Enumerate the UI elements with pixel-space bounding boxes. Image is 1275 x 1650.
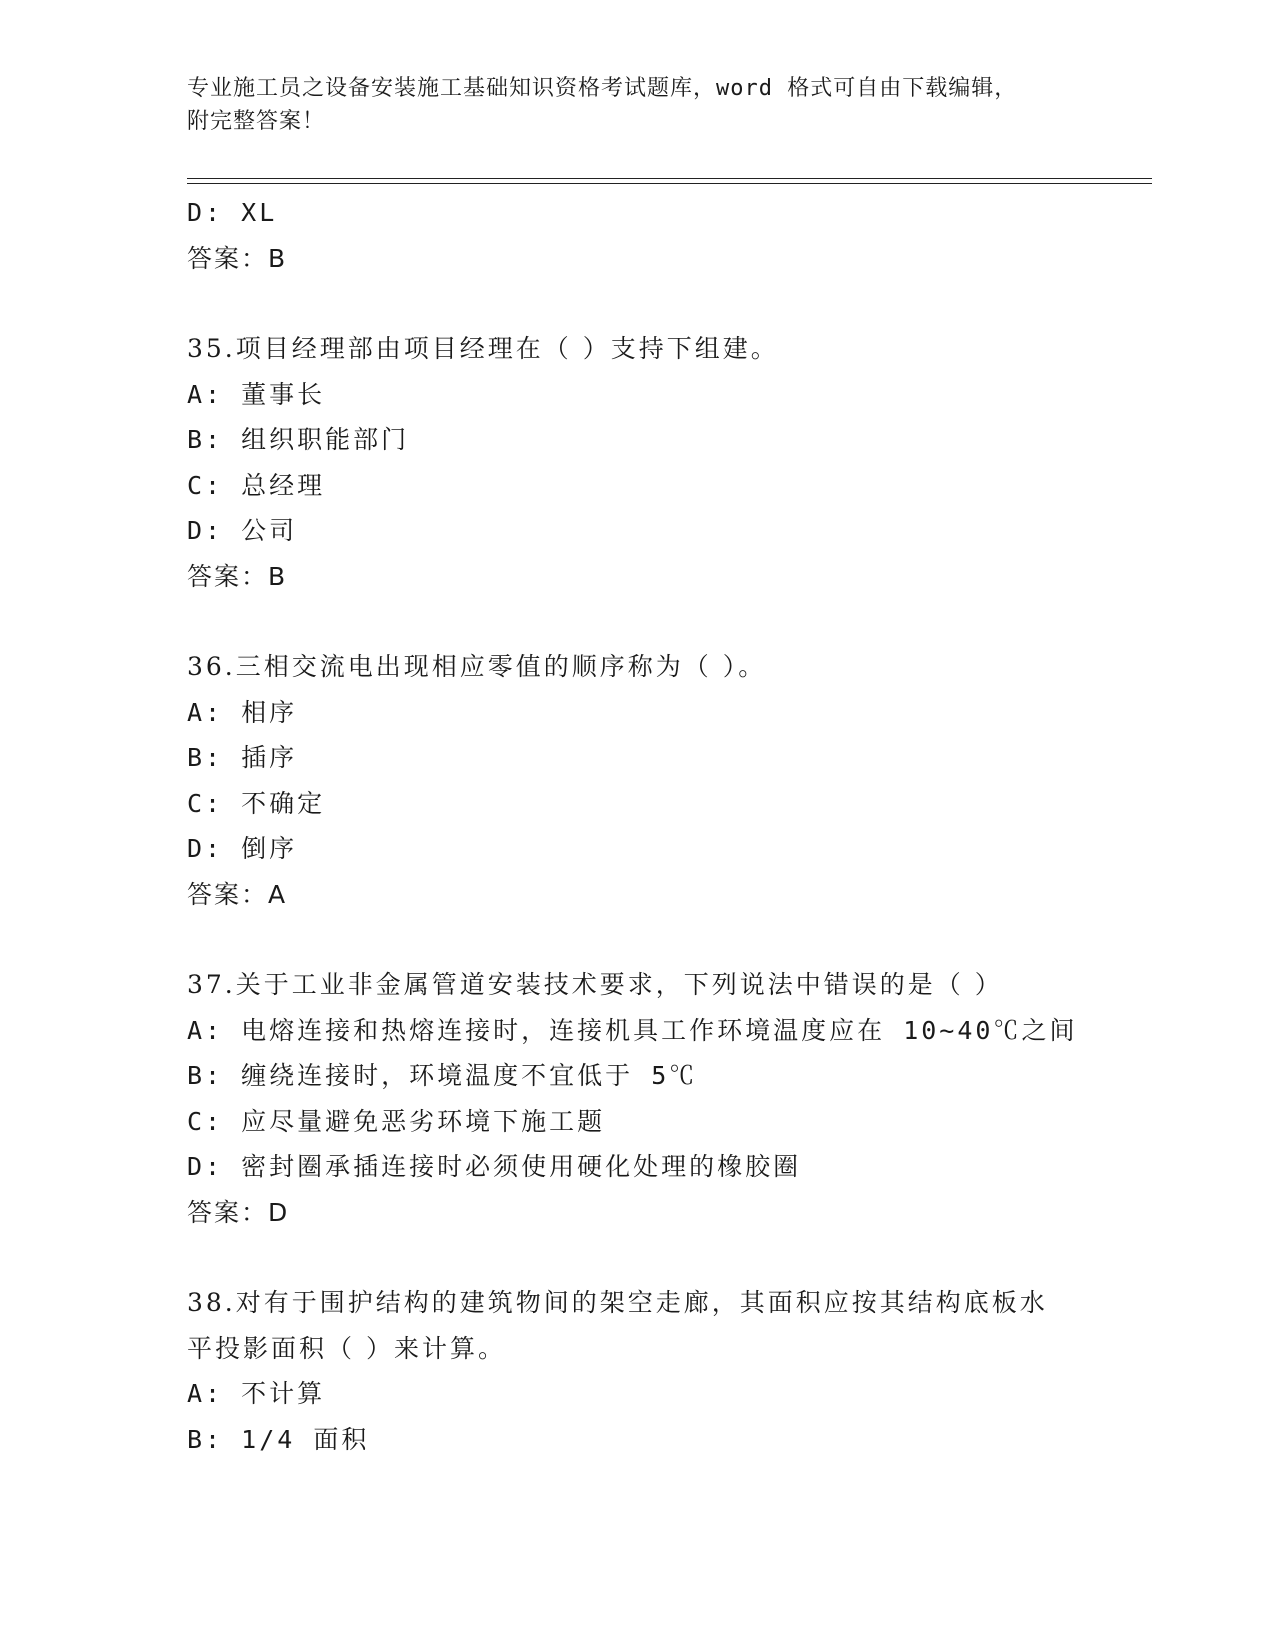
option-b: B: 1/4 面积 bbox=[187, 1424, 370, 1454]
spacer bbox=[187, 599, 1117, 644]
question-stem: 37.关于工业非金属管道安装技术要求，下列说法中错误的是（ ） bbox=[187, 970, 1003, 999]
question-stem: 36.三相交流电出现相应零值的顺序称为（ ）。 bbox=[187, 652, 767, 681]
option-d: D: XL bbox=[187, 198, 278, 227]
spacer bbox=[187, 917, 1117, 962]
header-line-2: 附完整答案！ bbox=[187, 109, 326, 134]
question-stem-line-1: 38.对有于围护结构的建筑物间的架空走廊，其面积应按其结构底板水 bbox=[187, 1288, 1048, 1317]
answer-line: 答案：B bbox=[187, 243, 288, 273]
answer-line: 答案：A bbox=[187, 879, 288, 909]
option-c: C: 不确定 bbox=[187, 788, 326, 818]
question-34-tail bbox=[187, 190, 1117, 281]
question-stem-line-2: 平投影面积（ ）来计算。 bbox=[187, 1333, 506, 1363]
answer-line: 答案：D bbox=[187, 1197, 290, 1227]
page-header bbox=[187, 72, 1087, 138]
option-b: B: 插序 bbox=[187, 743, 298, 772]
option-a: A: 相序 bbox=[187, 697, 298, 727]
option-b: B: 组织职能部门 bbox=[187, 425, 410, 454]
question-35 bbox=[187, 326, 1117, 599]
question-36 bbox=[187, 644, 1117, 917]
option-a: A: 董事长 bbox=[187, 379, 326, 409]
question-38 bbox=[187, 1280, 1117, 1462]
header-line-1: 专业施工员之设备安装施工基础知识资格考试题库，word 格式可自由下载编辑， bbox=[187, 76, 1018, 101]
option-d: D: 公司 bbox=[187, 516, 298, 545]
header-divider-bottom bbox=[187, 183, 1152, 184]
option-d: D: 倒序 bbox=[187, 834, 298, 863]
option-c: C: 总经理 bbox=[187, 470, 326, 500]
option-b: B: 缠绕连接时，环境温度不宜低于 5℃ bbox=[187, 1061, 698, 1090]
question-stem: 35.项目经理部由项目经理在（ ）支持下组建。 bbox=[187, 334, 779, 363]
option-d: D: 密封圈承插连接时必须使用硬化处理的橡胶圈 bbox=[187, 1152, 802, 1181]
option-a: A: 电熔连接和热熔连接时，连接机具工作环境温度应在 10~40℃之间 bbox=[187, 1015, 1078, 1045]
spacer bbox=[187, 1235, 1117, 1280]
answer-line: 答案：B bbox=[187, 561, 288, 591]
option-c: C: 应尽量避免恶劣环境下施工题 bbox=[187, 1106, 606, 1136]
question-list bbox=[187, 190, 1117, 1462]
spacer bbox=[187, 281, 1117, 326]
option-a: A: 不计算 bbox=[187, 1379, 326, 1408]
header-divider-top bbox=[187, 178, 1152, 179]
question-37 bbox=[187, 962, 1117, 1235]
